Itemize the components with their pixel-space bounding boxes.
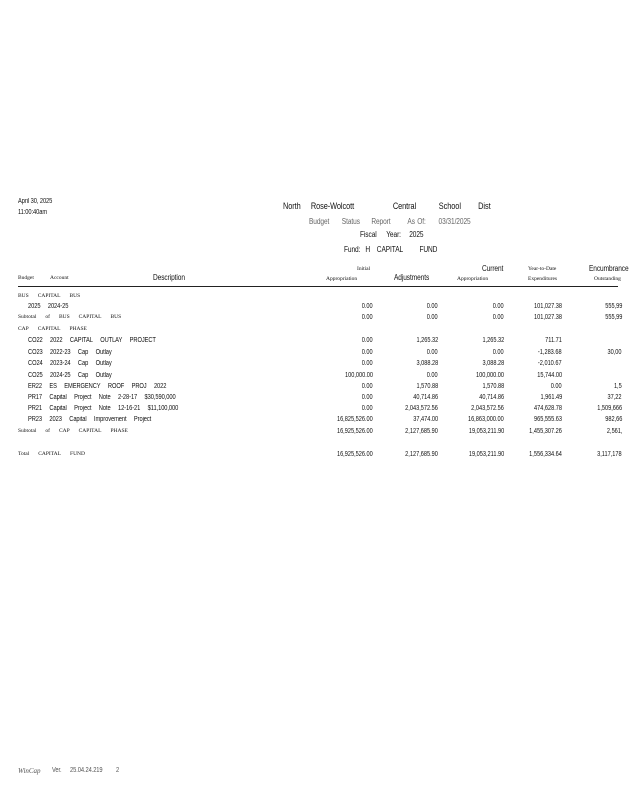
cell-ytd: 101,027.38	[533, 303, 562, 310]
cell-current: 2,043,572.56	[471, 405, 504, 412]
table-row	[0, 303, 622, 313]
description-word: CAPITAL	[37, 293, 61, 299]
description-word: CAPITAL	[78, 314, 102, 320]
subtitle-word: Budget	[309, 217, 330, 226]
description-word: 12-16-21	[117, 405, 141, 412]
description-word: BUS	[58, 314, 70, 320]
col-ytd-top: Year-to-Date	[528, 266, 557, 272]
description-word: Cap	[77, 349, 89, 356]
district-name	[283, 201, 491, 211]
cell-initial: 0.00	[362, 383, 373, 390]
description-word: Project	[133, 416, 152, 423]
description-word: of	[45, 314, 50, 320]
row-description	[28, 372, 119, 379]
description-word: CAP	[18, 326, 29, 332]
cell-ytd: 0.00	[551, 383, 562, 390]
col-encumbrance-top: Encumbrance	[589, 264, 629, 273]
district-word: Central	[392, 201, 417, 211]
description-word: 2022	[153, 383, 167, 390]
row-description	[28, 416, 159, 423]
cell-ytd: 15,744.00	[537, 372, 562, 379]
table-row	[0, 394, 622, 404]
cell-ytd: 101,027.38	[533, 314, 562, 321]
description-word: 2-28-17	[117, 394, 138, 401]
description-word: CAP	[58, 428, 70, 434]
cell-initial: 16,925,526.00	[337, 428, 373, 435]
row-description	[18, 451, 94, 457]
cell-adjust: 0.00	[427, 303, 438, 310]
description-word: PROJECT	[129, 337, 156, 344]
cell-adjust: 37,474.00	[413, 416, 438, 423]
description-word: Note	[98, 405, 111, 412]
group-row	[0, 293, 618, 303]
description-word: Outlay	[95, 349, 112, 356]
district-word: School	[438, 201, 461, 211]
description-word: ES	[49, 383, 57, 390]
description-word: PR21	[28, 405, 43, 412]
table-row	[0, 349, 622, 359]
cell-initial: 0.00	[362, 314, 373, 321]
cell-encumb: 1,509,666	[597, 405, 622, 412]
description-word: PHASE	[69, 326, 87, 332]
row-description	[18, 326, 96, 332]
col-adjustments: Adjustments	[394, 273, 430, 282]
description-word: PR23	[28, 416, 43, 423]
footer-app: WinCap	[18, 767, 41, 775]
table-row	[0, 416, 622, 426]
cell-encumb: 30,00	[607, 349, 622, 356]
cell-current: 40,714.86	[479, 394, 504, 401]
cell-ytd: 474,628.78	[533, 405, 562, 412]
description-word: Project	[74, 394, 92, 401]
description-word: CO24	[28, 360, 43, 367]
row-description	[18, 428, 137, 434]
district-word: Dist	[478, 201, 491, 211]
col-description: Description	[153, 273, 185, 282]
description-word: OUTLAY	[100, 337, 123, 344]
description-word: CAPITAL	[69, 337, 93, 344]
cell-encumb: 2,561,	[606, 428, 622, 435]
description-word: Total	[18, 451, 30, 457]
subtotal-row	[0, 314, 622, 324]
cell-ytd: -1,283.68	[538, 349, 562, 356]
description-word: 2023-24	[50, 360, 71, 367]
cell-ytd: -2,010.67	[538, 360, 562, 367]
cell-initial: 16,825,526.00	[337, 416, 373, 423]
cell-current: 0.00	[493, 349, 504, 356]
row-description	[28, 303, 76, 310]
cell-adjust: 3,088.28	[416, 360, 438, 367]
fund-code: H	[365, 245, 370, 254]
description-word: $30,590,000	[144, 394, 176, 401]
cell-ytd: 965,555.63	[533, 416, 562, 423]
row-description	[28, 383, 174, 390]
footer-ver-label: Ver.	[52, 767, 62, 774]
subtitle-word: Status	[341, 217, 360, 226]
description-word: BUS	[110, 314, 122, 320]
cell-adjust: 2,127,685.90	[405, 451, 438, 458]
cell-encumb: 1,5	[614, 383, 622, 390]
cell-initial: 0.00	[362, 394, 373, 401]
cell-current: 19,053,211.90	[468, 428, 504, 435]
row-description	[28, 394, 183, 401]
cell-ytd: 1,455,307.26	[529, 428, 562, 435]
cell-ytd: 1,961.49	[540, 394, 562, 401]
description-word: 2022-23	[50, 349, 71, 356]
col-initial-top: Initial	[357, 266, 371, 272]
header-rule	[18, 286, 618, 287]
fund-line	[344, 245, 437, 254]
cell-encumb: 555,99	[604, 303, 622, 310]
cell-current: 19,053,211.90	[468, 451, 504, 458]
cell-adjust: 1,570.88	[416, 383, 438, 390]
description-word: CAPITAL	[38, 451, 62, 457]
cell-adjust: 0.00	[427, 349, 438, 356]
cell-encumb: 555,99	[604, 314, 622, 321]
description-word: 2024-25	[47, 303, 69, 310]
total-row	[0, 451, 622, 461]
description-word: Project	[74, 405, 92, 412]
table-row	[0, 360, 618, 370]
cell-initial: 100,000.00	[344, 372, 373, 379]
footer-version: 25.04.24.219	[70, 767, 103, 774]
cell-adjust: 40,714.86	[413, 394, 438, 401]
cell-current: 0.00	[493, 314, 504, 321]
description-word: 2023	[49, 416, 62, 423]
description-word: of	[45, 428, 50, 434]
cell-encumb: 3,117,178	[597, 451, 622, 458]
cell-initial: 0.00	[362, 303, 373, 310]
cell-encumb: 982,66	[604, 416, 622, 423]
row-description	[18, 314, 130, 320]
table-row	[0, 383, 622, 393]
year-label: Year:	[386, 230, 401, 239]
fund-name-word: FUND	[419, 245, 438, 254]
description-word: PROJ	[131, 383, 147, 390]
col-ytd-bottom: Expenditures	[528, 276, 558, 282]
report-date: April 30, 2025	[18, 198, 53, 205]
row-description	[28, 337, 163, 344]
description-word: CO23	[28, 349, 43, 356]
cell-ytd: 1,556,334.64	[529, 451, 562, 458]
description-word: Cap	[77, 360, 89, 367]
description-word: Subtotal	[18, 428, 37, 434]
cell-current: 0.00	[493, 303, 504, 310]
description-word: ER22	[28, 383, 43, 390]
description-word: Capital	[49, 405, 67, 412]
cell-initial: 0.00	[362, 405, 373, 412]
description-word: CAPITAL	[37, 326, 61, 332]
fund-name-word: CAPITAL	[376, 245, 404, 254]
col-encumbrance-bottom: Outstanding	[594, 276, 621, 282]
description-word: Note	[98, 394, 111, 401]
col-current-top: Current	[482, 264, 504, 273]
cell-adjust: 0.00	[427, 372, 438, 379]
cell-current: 1,570.88	[482, 383, 504, 390]
col-current-bottom: Appropriation	[457, 276, 489, 282]
cell-encumb: 37,22	[607, 394, 622, 401]
description-word: BUS	[18, 293, 29, 299]
description-word: PR17	[28, 394, 43, 401]
col-initial-bottom: Appropriation	[326, 276, 358, 282]
subtitle-word: Report	[371, 217, 391, 226]
description-word: PHASE	[110, 428, 128, 434]
description-word: EMERGENCY	[64, 383, 101, 390]
description-word: $11,100,000	[147, 405, 179, 412]
cell-current: 3,088.28	[482, 360, 504, 367]
cell-adjust: 2,043,572.56	[405, 405, 438, 412]
row-description	[28, 360, 119, 367]
report-subtitle	[309, 217, 471, 226]
group-row	[0, 326, 618, 336]
fiscal-year-line	[360, 230, 423, 239]
description-word: Outlay	[95, 360, 112, 367]
row-description	[28, 349, 119, 356]
cell-adjust: 2,127,685.90	[405, 428, 438, 435]
fiscal-year: 2025	[409, 230, 424, 239]
description-word: Subtotal	[18, 314, 37, 320]
description-word: Improvement	[93, 416, 127, 423]
fiscal-label: Fiscal	[360, 230, 377, 239]
cell-current: 100,000.00	[475, 372, 504, 379]
cell-adjust: 1,265.32	[416, 337, 438, 344]
description-word: 2024-25	[50, 372, 71, 379]
footer-page: 2	[116, 767, 120, 774]
description-word: BUS	[69, 293, 81, 299]
cell-ytd: 711.71	[545, 337, 562, 344]
description-word: Outlay	[95, 372, 112, 379]
description-word: CO25	[28, 372, 43, 379]
report-time: 11:00:40am	[18, 209, 48, 216]
subtitle-word: Of:	[417, 217, 426, 226]
table-row	[0, 337, 618, 347]
district-word: Rose-Wolcott	[310, 201, 355, 211]
subtotal-row	[0, 428, 622, 438]
cell-initial: 0.00	[362, 360, 373, 367]
fund-label: Fund:	[344, 245, 361, 254]
cell-initial: 0.00	[362, 349, 373, 356]
cell-adjust: 0.00	[427, 314, 438, 321]
col-account: Account	[50, 275, 69, 281]
as-of-date: 03/31/2025	[438, 217, 471, 226]
cell-initial: 16,925,526.00	[337, 451, 373, 458]
subtitle-word: As	[407, 217, 415, 226]
cell-initial: 0.00	[362, 337, 373, 344]
district-word: North	[283, 201, 301, 211]
description-word: 2025	[28, 303, 41, 310]
description-word: Capital	[49, 394, 67, 401]
cell-current: 1,265.32	[482, 337, 504, 344]
description-word: FUND	[70, 451, 86, 457]
table-row	[0, 405, 622, 415]
description-word: ROOF	[107, 383, 125, 390]
row-description	[28, 405, 186, 412]
table-row	[0, 372, 618, 382]
col-budget: Budget	[18, 275, 34, 281]
description-word: Capital	[69, 416, 87, 423]
description-word: 2022	[50, 337, 63, 344]
cell-current: 16,863,000.00	[468, 416, 504, 423]
row-description	[18, 293, 89, 299]
description-word: CO22	[28, 337, 43, 344]
description-word: CAPITAL	[78, 428, 102, 434]
description-word: Cap	[77, 372, 89, 379]
